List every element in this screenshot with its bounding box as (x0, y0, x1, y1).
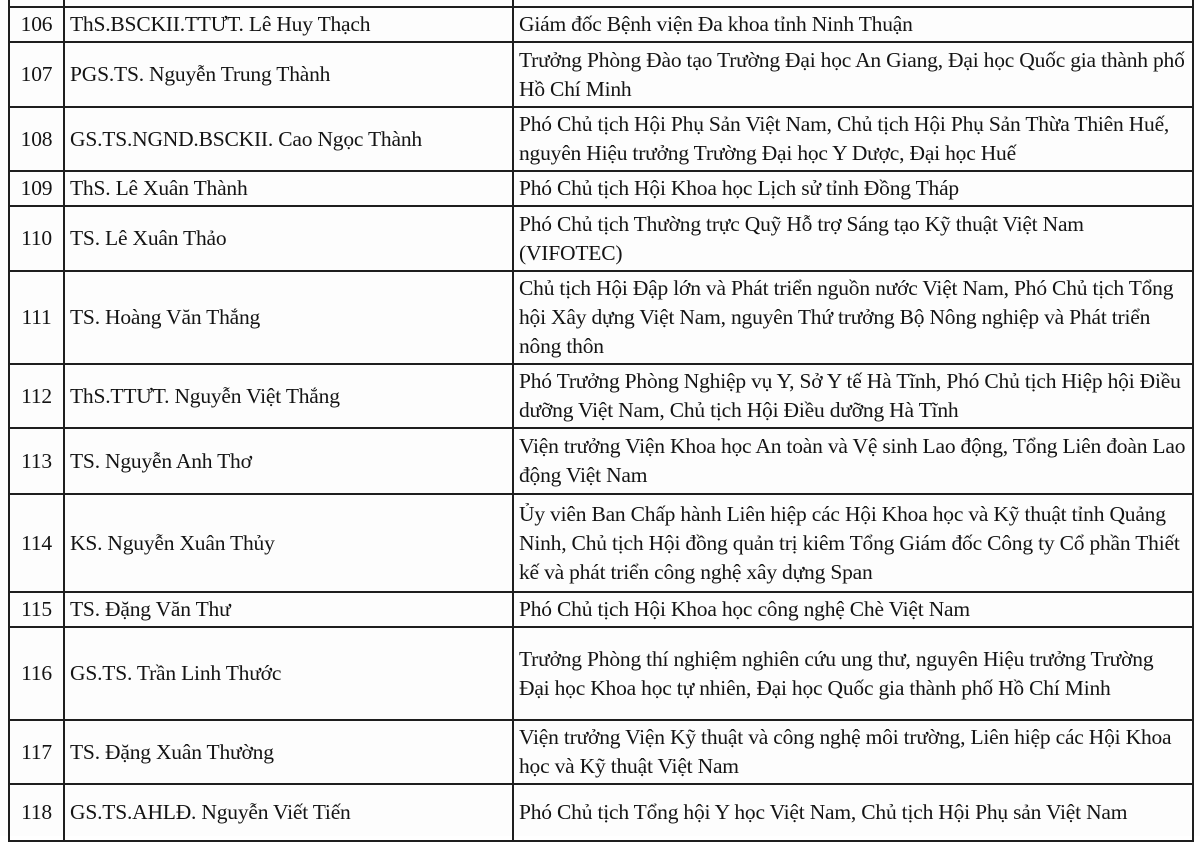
table-row (9, 7, 1193, 42)
row-number: 111 (9, 271, 64, 364)
table-row (9, 271, 1193, 364)
member-position: Phó Chủ tịch Hội Khoa học Lịch sử tỉnh Đồng Tháp (513, 171, 1193, 206)
row-number: 107 (9, 42, 64, 107)
table-row (9, 206, 1193, 271)
row-number: 113 (9, 428, 64, 494)
table-row (9, 107, 1193, 171)
member-name: ThS. Lê Xuân Thành (64, 171, 513, 206)
row-number: 114 (9, 494, 64, 592)
member-name: TS. Đặng Văn Thư (64, 592, 513, 627)
member-position: Viện trưởng Viện Khoa học An toàn và Vệ sinh Lao động, Tổng Liên đoàn Lao động Việt Nam (513, 428, 1193, 494)
member-position: Giám đốc Bệnh viện Đa khoa tỉnh Ninh Thuận (513, 7, 1193, 42)
member-name: TS. Hoàng Văn Thắng (64, 271, 513, 364)
table-row (9, 627, 1193, 720)
member-name: GS.TS. Trần Linh Thước (64, 627, 513, 720)
member-name: KS. Nguyễn Xuân Thủy (64, 494, 513, 592)
table-row (9, 720, 1193, 784)
row-number: 106 (9, 7, 64, 42)
table-row (9, 42, 1193, 107)
member-name: TS. Lê Xuân Thảo (64, 206, 513, 271)
row-number: 109 (9, 171, 64, 206)
member-table (8, 0, 1194, 842)
member-name: TS. Đặng Xuân Thường (64, 720, 513, 784)
member-name: ThS.TTƯT. Nguyễn Việt Thắng (64, 364, 513, 428)
table-row (9, 171, 1193, 206)
table-row (9, 592, 1193, 627)
member-name: GS.TS.AHLĐ. Nguyễn Viết Tiến (64, 784, 513, 841)
member-position: Trưởng Phòng Đào tạo Trường Đại học An Giang, Đại học Quốc gia thành phố Hồ Chí Minh (513, 42, 1193, 107)
row-number: 108 (9, 107, 64, 171)
table-row (9, 784, 1193, 841)
table-row-partial (9, 0, 1193, 7)
member-name: TS. Nguyễn Anh Thơ (64, 428, 513, 494)
table-row (9, 494, 1193, 592)
row-number: 115 (9, 592, 64, 627)
member-position: Phó Chủ tịch Hội Phụ Sản Việt Nam, Chủ tịch Hội Phụ Sản Thừa Thiên Huế, nguyên Hiệu trưởng Trường Đại học Y Dược, Đại học Huế (513, 107, 1193, 171)
member-position: Chủ tịch Hội Đập lớn và Phát triển nguồn nước Việt Nam, Phó Chủ tịch Tổng hội Xây dựng Việt Nam, nguyên Thứ trưởng Bộ Nông nghiệp và Phát triển nông thôn (513, 271, 1193, 364)
member-position: Viện trưởng Viện Kỹ thuật và công nghệ môi trường, Liên hiệp các Hội Khoa học và Kỹ thuật Việt Nam (513, 720, 1193, 784)
row-number: 118 (9, 784, 64, 841)
table-row (9, 364, 1193, 428)
member-name: PGS.TS. Nguyễn Trung Thành (64, 42, 513, 107)
member-position: Phó Chủ tịch Thường trực Quỹ Hỗ trợ Sáng tạo Kỹ thuật Việt Nam (VIFOTEC) (513, 206, 1193, 271)
member-position: Phó Chủ tịch Tổng hội Y học Việt Nam, Chủ tịch Hội Phụ sản Việt Nam (513, 784, 1193, 841)
row-number: 116 (9, 627, 64, 720)
member-position: Phó Trưởng Phòng Nghiệp vụ Y, Sở Y tế Hà Tĩnh, Phó Chủ tịch Hiệp hội Điều dưỡng Việt Nam, Chủ tịch Hội Điều dưỡng Hà Tĩnh (513, 364, 1193, 428)
member-name: ThS.BSCKII.TTƯT. Lê Huy Thạch (64, 7, 513, 42)
table-row (9, 428, 1193, 494)
row-number: 117 (9, 720, 64, 784)
row-number: 110 (9, 206, 64, 271)
member-position: Phó Chủ tịch Hội Khoa học công nghệ Chè Việt Nam (513, 592, 1193, 627)
member-position: Trưởng Phòng thí nghiệm nghiên cứu ung thư, nguyên Hiệu trưởng Trường Đại học Khoa học tự nhiên, Đại học Quốc gia thành phố Hồ Chí Minh (513, 627, 1193, 720)
row-number: 112 (9, 364, 64, 428)
member-name: GS.TS.NGND.BSCKII. Cao Ngọc Thành (64, 107, 513, 171)
member-position: Ủy viên Ban Chấp hành Liên hiệp các Hội Khoa học và Kỹ thuật tỉnh Quảng Ninh, Chủ tịch Hội đồng quản trị kiêm Tổng Giám đốc Công ty Cổ phần Thiết kế và phát triển công nghệ xây dựng Span (513, 494, 1193, 592)
